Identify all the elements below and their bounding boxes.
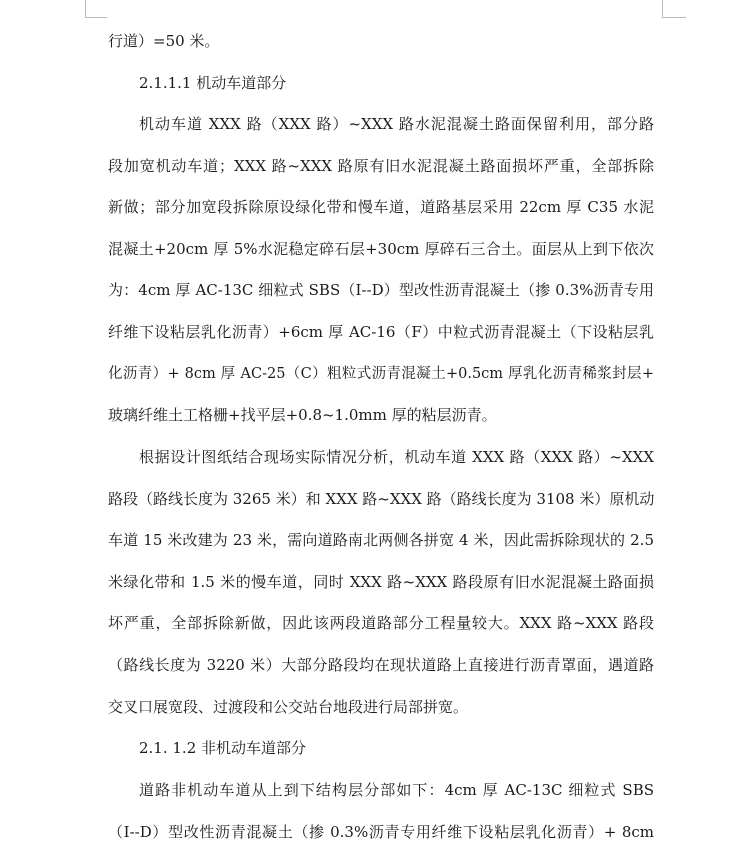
body-text-line: 为：4cm 厚 AC-13C 细粒式 SBS（I--D）型改性沥青混凝土（掺 0.3%沥青专用 bbox=[108, 281, 654, 299]
body-text-line: 纤维下设粘层乳化沥青）+6cm 厚 AC-16（F）中粒式沥青混凝土（下设粘层乳 bbox=[108, 323, 654, 341]
body-text-line: 行道）=50 米。 bbox=[108, 32, 220, 50]
body-text-line: （路线长度为 3220 米）大部分路段均在现状道路上直接进行沥青罩面，遇道路 bbox=[108, 656, 654, 674]
body-text-line: （I--D）型改性沥青混凝土（掺 0.3%沥青专用纤维下设粘层乳化沥青）+ 8cm bbox=[108, 823, 654, 841]
body-text-line: 车道 15 米改建为 23 米，需向道路南北两侧各拼宽 4 米，因此需拆除现状的 2.5 bbox=[108, 531, 654, 549]
body-text-line: 交叉口展宽段、过渡段和公交站台地段进行局部拼宽。 bbox=[108, 698, 469, 716]
body-text-line: 化沥青）+ 8cm 厚 AC-25（C）粗粒式沥青混凝土+0.5cm 厚乳化沥青稀浆封层+ bbox=[108, 366, 654, 382]
body-text-line: 新做；部分加宽段拆除原设绿化带和慢车道，道路基层采用 22cm 厚 C35 水泥 bbox=[108, 198, 654, 216]
crop-mark-top-right-horizontal bbox=[662, 17, 686, 18]
section-heading: 2.1. 1.2 非机动车道部分 bbox=[139, 739, 307, 757]
crop-mark-top-right-vertical bbox=[662, 0, 663, 18]
body-text-line: 路段（路线长度为 3265 米）和 XXX 路~XXX 路（路线长度为 3108 米）原机动 bbox=[108, 490, 655, 508]
crop-mark-top-left-vertical bbox=[85, 0, 86, 18]
paragraph-first-line: 道路非机动车道从上到下结构层分部如下：4cm 厚 AC-13C 细粒式 SBS bbox=[139, 781, 654, 799]
section-heading: 2.1.1.1 机动车道部分 bbox=[139, 74, 287, 92]
body-text-line: 段加宽机动车道；XXX 路~XXX 路原有旧水泥混凝土路面损坏严重，全部拆除 bbox=[108, 157, 654, 175]
body-text-line: 米绿化带和 1.5 米的慢车道，同时 XXX 路~XXX 路段原有旧水泥混凝土路面损 bbox=[108, 573, 654, 591]
paragraph-first-line: 机动车道 XXX 路（XXX 路）~XXX 路水泥混凝土路面保留利用，部分路 bbox=[139, 115, 654, 133]
body-text-line: 玻璃纤维土工格栅+找平层+0.8~1.0mm 厚的粘层沥青。 bbox=[108, 406, 497, 424]
paragraph-first-line: 根据设计图纸结合现场实际情况分析，机动车道 XXX 路（XXX 路）~XXX bbox=[139, 448, 654, 466]
body-text-line: 混凝土+20cm 厚 5%水泥稳定碎石层+30cm 厚碎石三合土。面层从上到下依次 bbox=[108, 240, 654, 258]
crop-mark-top-left-horizontal bbox=[85, 17, 107, 18]
body-text-line: 坏严重，全部拆除新做，因此该两段道路部分工程量较大。XXX 路~XXX 路段 bbox=[108, 614, 654, 632]
